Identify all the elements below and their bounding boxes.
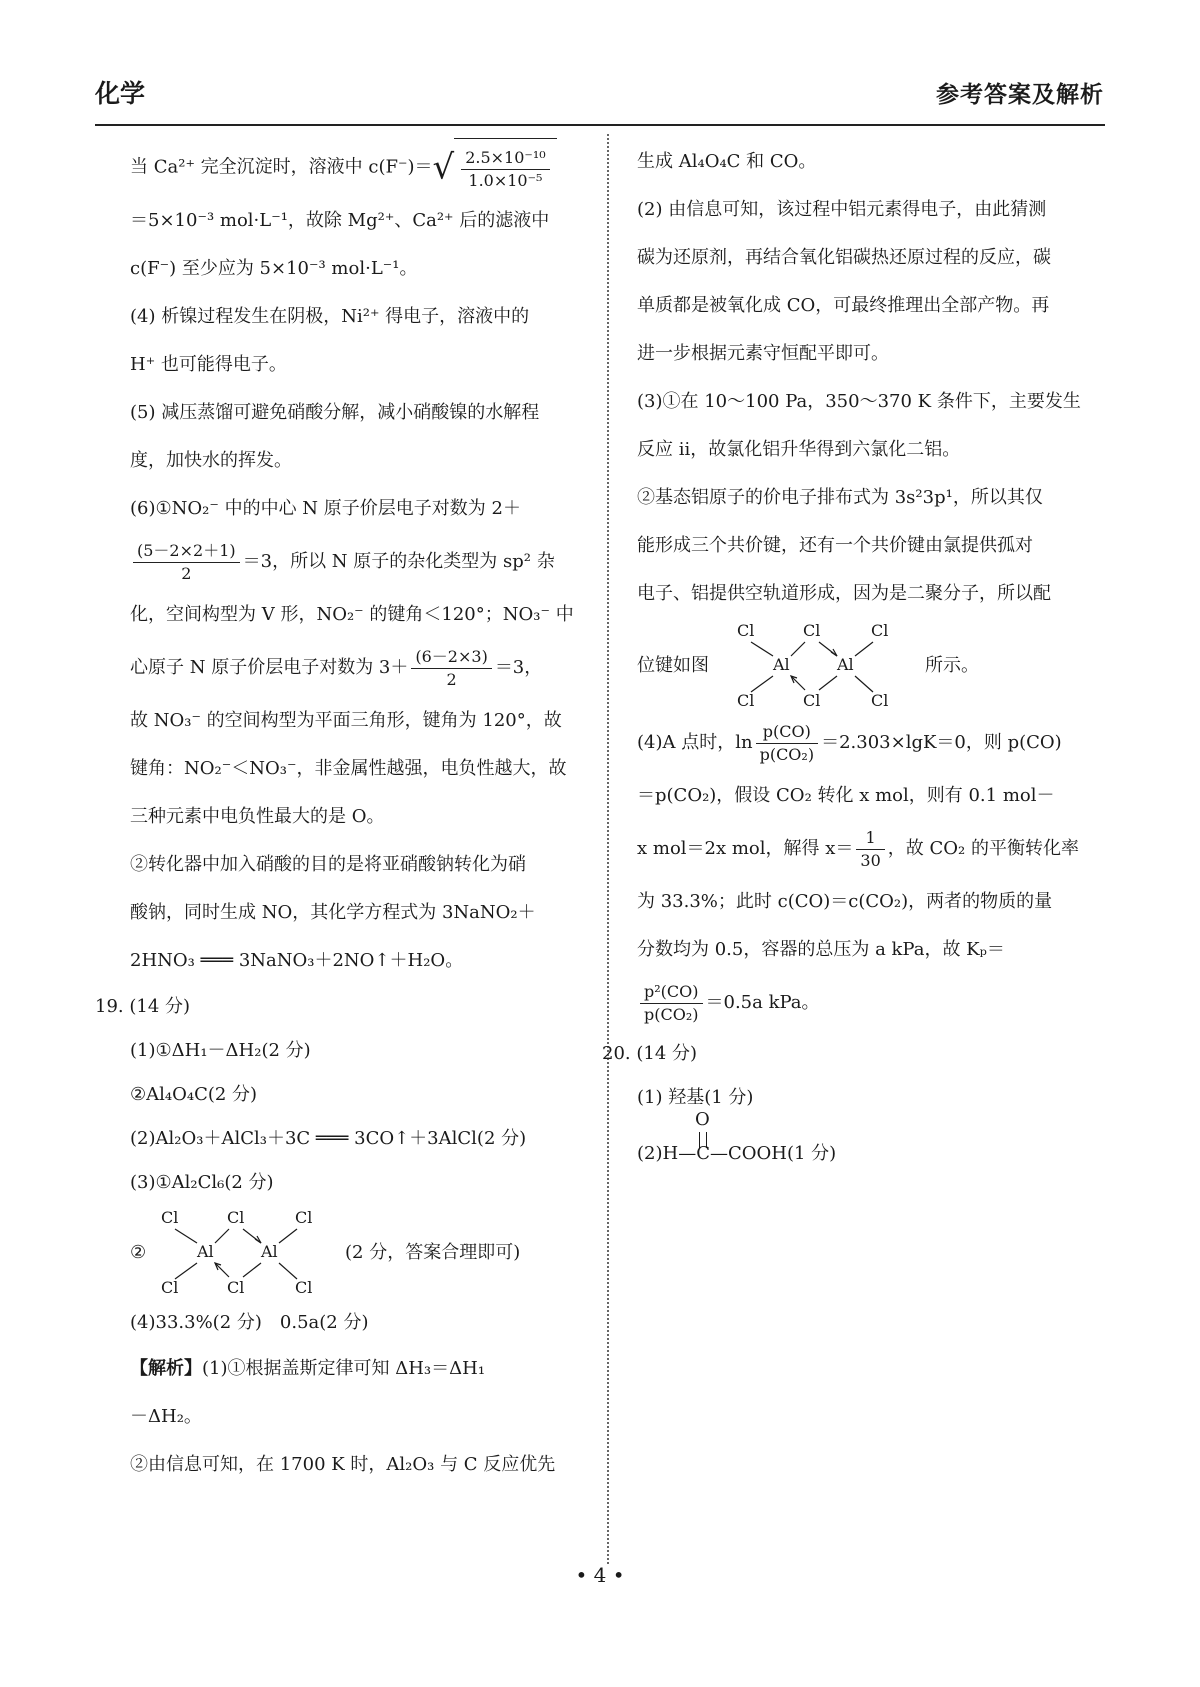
fraction: $\frac{p(CO)}{\text{p(CO₂)}}$: [756, 721, 819, 766]
al2cl6-structure: [153, 1205, 333, 1301]
text-line: c(F⁻) 至少应为 5×10⁻³ mol·L⁻¹。: [130, 258, 418, 279]
fraction: $\frac{(5-2\times 2+1)}{2}$: [133, 540, 240, 585]
text-line: H⁺ 也可能得电子。: [130, 354, 287, 375]
text-line: x mol＝2x mol，解得 x＝ $\frac{1}{30}$ ，故 CO₂ 的平衡转化率: [637, 827, 1079, 870]
text-line: 酸钠，同时生成 NO，其化学方程式为 3NaNO₂＋: [130, 902, 536, 923]
header-subject: 化学: [95, 79, 146, 108]
cl-atom: Cl: [227, 1278, 245, 1297]
answer-line: (2)H—C—COOH(1 分): [637, 1143, 837, 1164]
answer-line: (3)①Al₂Cl₆(2 分): [130, 1172, 274, 1193]
cl-atom: Cl: [803, 691, 821, 710]
header-section: 参考答案及解析: [936, 82, 1104, 108]
fraction: $\frac{1}{30}$: [856, 827, 884, 872]
text-line: 为 33.3%；此时 c(CO)＝c(CO₂)，两者的物质的量: [637, 891, 1053, 912]
text-line: (6)①NO₂⁻ 中的中心 N 原子价层电子对数为 2＋: [130, 498, 521, 519]
answer-structure-line: ② Cl Cl Cl Al Al Cl Cl Cl (2 分，答案合理即可): [95, 1205, 593, 1301]
cl-atom: Cl: [871, 621, 889, 640]
text-line: 碳为还原剂，再结合氧化铝碳热还原过程的反应，碳: [637, 247, 1051, 268]
answer-line: (2)Al₂O₃＋AlCl₃＋3C ═══ 3CO↑＋3AlCl(2 分): [130, 1128, 527, 1149]
fraction: $\frac{\text{p²(CO)}}{\text{p(CO₂)}}$: [640, 981, 703, 1026]
text-line: ②基态铝原子的价电子排布式为 3s²3p¹，所以其仅: [637, 487, 1043, 508]
al2cl6-structure-figure: [729, 618, 909, 714]
text-line: 键角：NO₂⁻＜NO₃⁻，非金属性越强，电负性越大，故: [130, 758, 567, 779]
cl-atom: Cl: [295, 1278, 313, 1297]
text-line: 反应 ⅱ，故氯化铝升华得到六氯化二铝。: [637, 439, 961, 460]
fraction: $\frac{(6-2\times 3)}{2}$: [411, 646, 491, 691]
text-line: 单质都是被氧化成 CO，可最终推理出全部产物。再: [637, 295, 1050, 316]
cl-atom: Cl: [737, 691, 755, 710]
cl-atom: Cl: [227, 1208, 245, 1227]
text-line: 当 Ca²⁺ 完全沉淀时，溶液中 c(F⁻)＝√ $\frac{\text{2.5×10⁻¹⁰}}{\text{1.0×10⁻⁵}}$: [95, 138, 593, 197]
sqrt-expression: √ $\frac{\text{2.5×10⁻¹⁰}}{\text{1.0×10⁻⁵}}$: [433, 138, 557, 197]
answer-line: (4)33.3%(2 分) 0.5a(2 分): [130, 1312, 369, 1333]
text-line: 生成 Al₄O₄C 和 CO。: [637, 151, 817, 172]
answer-line: ②Al₄O₄C(2 分): [130, 1084, 258, 1105]
text-line: 能形成三个共价键，还有一个共价键由氯提供孤对: [637, 535, 1033, 556]
text-line: 故 NO₃⁻ 的空间构型为平面三角形，键角为 120°，故: [130, 710, 562, 731]
text-line: 【解析】(1)①根据盖斯定律可知 ΔH₃＝ΔH₁: [130, 1358, 486, 1379]
text-line: (2) 由信息可知，该过程中铝元素得电子，由此猜测: [637, 199, 1047, 220]
text-line: 2HNO₃ ═══ 3NaNO₃＋2NO↑＋H₂O。: [130, 950, 464, 971]
text-line: 三种元素中电负性最大的是 O。: [130, 806, 385, 827]
question-number: 19. (14 分): [95, 996, 191, 1017]
text-line: 电子、铝提供空轨道形成，因为是二聚分子，所以配: [637, 583, 1051, 604]
text-line: ②转化器中加入硝酸的目的是将亚硝酸钠转化为硝: [130, 854, 526, 875]
cl-atom: Cl: [295, 1208, 313, 1227]
text-line: 心原子 N 原子价层电子对数为 3＋ $\frac{(6-2\times 3)}{2}$ ＝3，: [130, 646, 543, 689]
al-atom: Al: [197, 1242, 214, 1261]
answer-structure-line: [637, 1109, 1110, 1190]
text-line: 度，加快水的挥发。: [130, 450, 292, 471]
carbonyl-oxygen: O: [695, 1109, 710, 1130]
left-column: [95, 138, 593, 1489]
text-line: (4)A 点时，ln $\frac{p(CO)}{\text{p(CO₂)}}$ ＝2.303×lgK＝0，则 p(CO): [637, 721, 1062, 764]
text-line: 化，空间构型为 V 形，NO₂⁻ 的键角＜120°；NO₃⁻ 中: [130, 604, 574, 625]
text-line: (3)①在 10～100 Pa，350～370 K 条件下，主要发生: [637, 391, 1081, 412]
text-line: －ΔH₂。: [130, 1406, 202, 1427]
al-atom: Al: [261, 1242, 278, 1261]
cl-atom: Cl: [803, 621, 821, 640]
column-divider: [607, 134, 609, 1564]
cl-atom: Cl: [161, 1208, 179, 1227]
text-line: (5) 减压蒸馏可避免硝酸分解，减小硝酸镍的水解程: [130, 402, 540, 423]
al-atom: Al: [773, 655, 790, 674]
question-number: 20. (14 分): [602, 1043, 698, 1064]
answer-line: (1) 羟基(1 分): [637, 1087, 754, 1108]
text-line: $\frac{\text{p²(CO)}}{\text{p(CO₂)}}$ ＝0.5a kPa。: [637, 974, 1110, 1032]
right-column: [602, 138, 1110, 1190]
header-rule: [95, 124, 1105, 126]
cl-atom: Cl: [737, 621, 755, 640]
al-atom: Al: [837, 655, 854, 674]
cl-atom: Cl: [871, 691, 889, 710]
text-line: ②由信息可知，在 1700 K 时，Al₂O₃ 与 C 反应优先: [130, 1454, 556, 1475]
coordination-bond-line: 位键如图 Cl Cl Cl Al Al Cl Cl Cl 所示。: [637, 618, 1110, 714]
text-line: 进一步根据元素守恒配平即可。: [637, 343, 889, 364]
page-number: • 4 •: [575, 1563, 625, 1587]
text-line: ＝5×10⁻³ mol·L⁻¹，故除 Mg²⁺、Ca²⁺ 后的滤液中: [130, 210, 550, 231]
text-line: (4) 析镍过程发生在阴极，Ni²⁺ 得电子，溶液中的: [130, 306, 530, 327]
text-line: ＝p(CO₂)，假设 CO₂ 转化 x mol，则有 0.1 mol－: [637, 785, 1055, 806]
answer-line: (1)①ΔH₁－ΔH₂(2 分): [130, 1040, 311, 1061]
cl-atom: Cl: [161, 1278, 179, 1297]
text-line: $\frac{(5-2\times 2+1)}{2}$ ＝3，所以 N 原子的杂化类型为 sp² 杂: [95, 533, 593, 591]
text-line: 分数均为 0.5，容器的总压为 a kPa，故 Kₚ＝: [637, 939, 1005, 960]
